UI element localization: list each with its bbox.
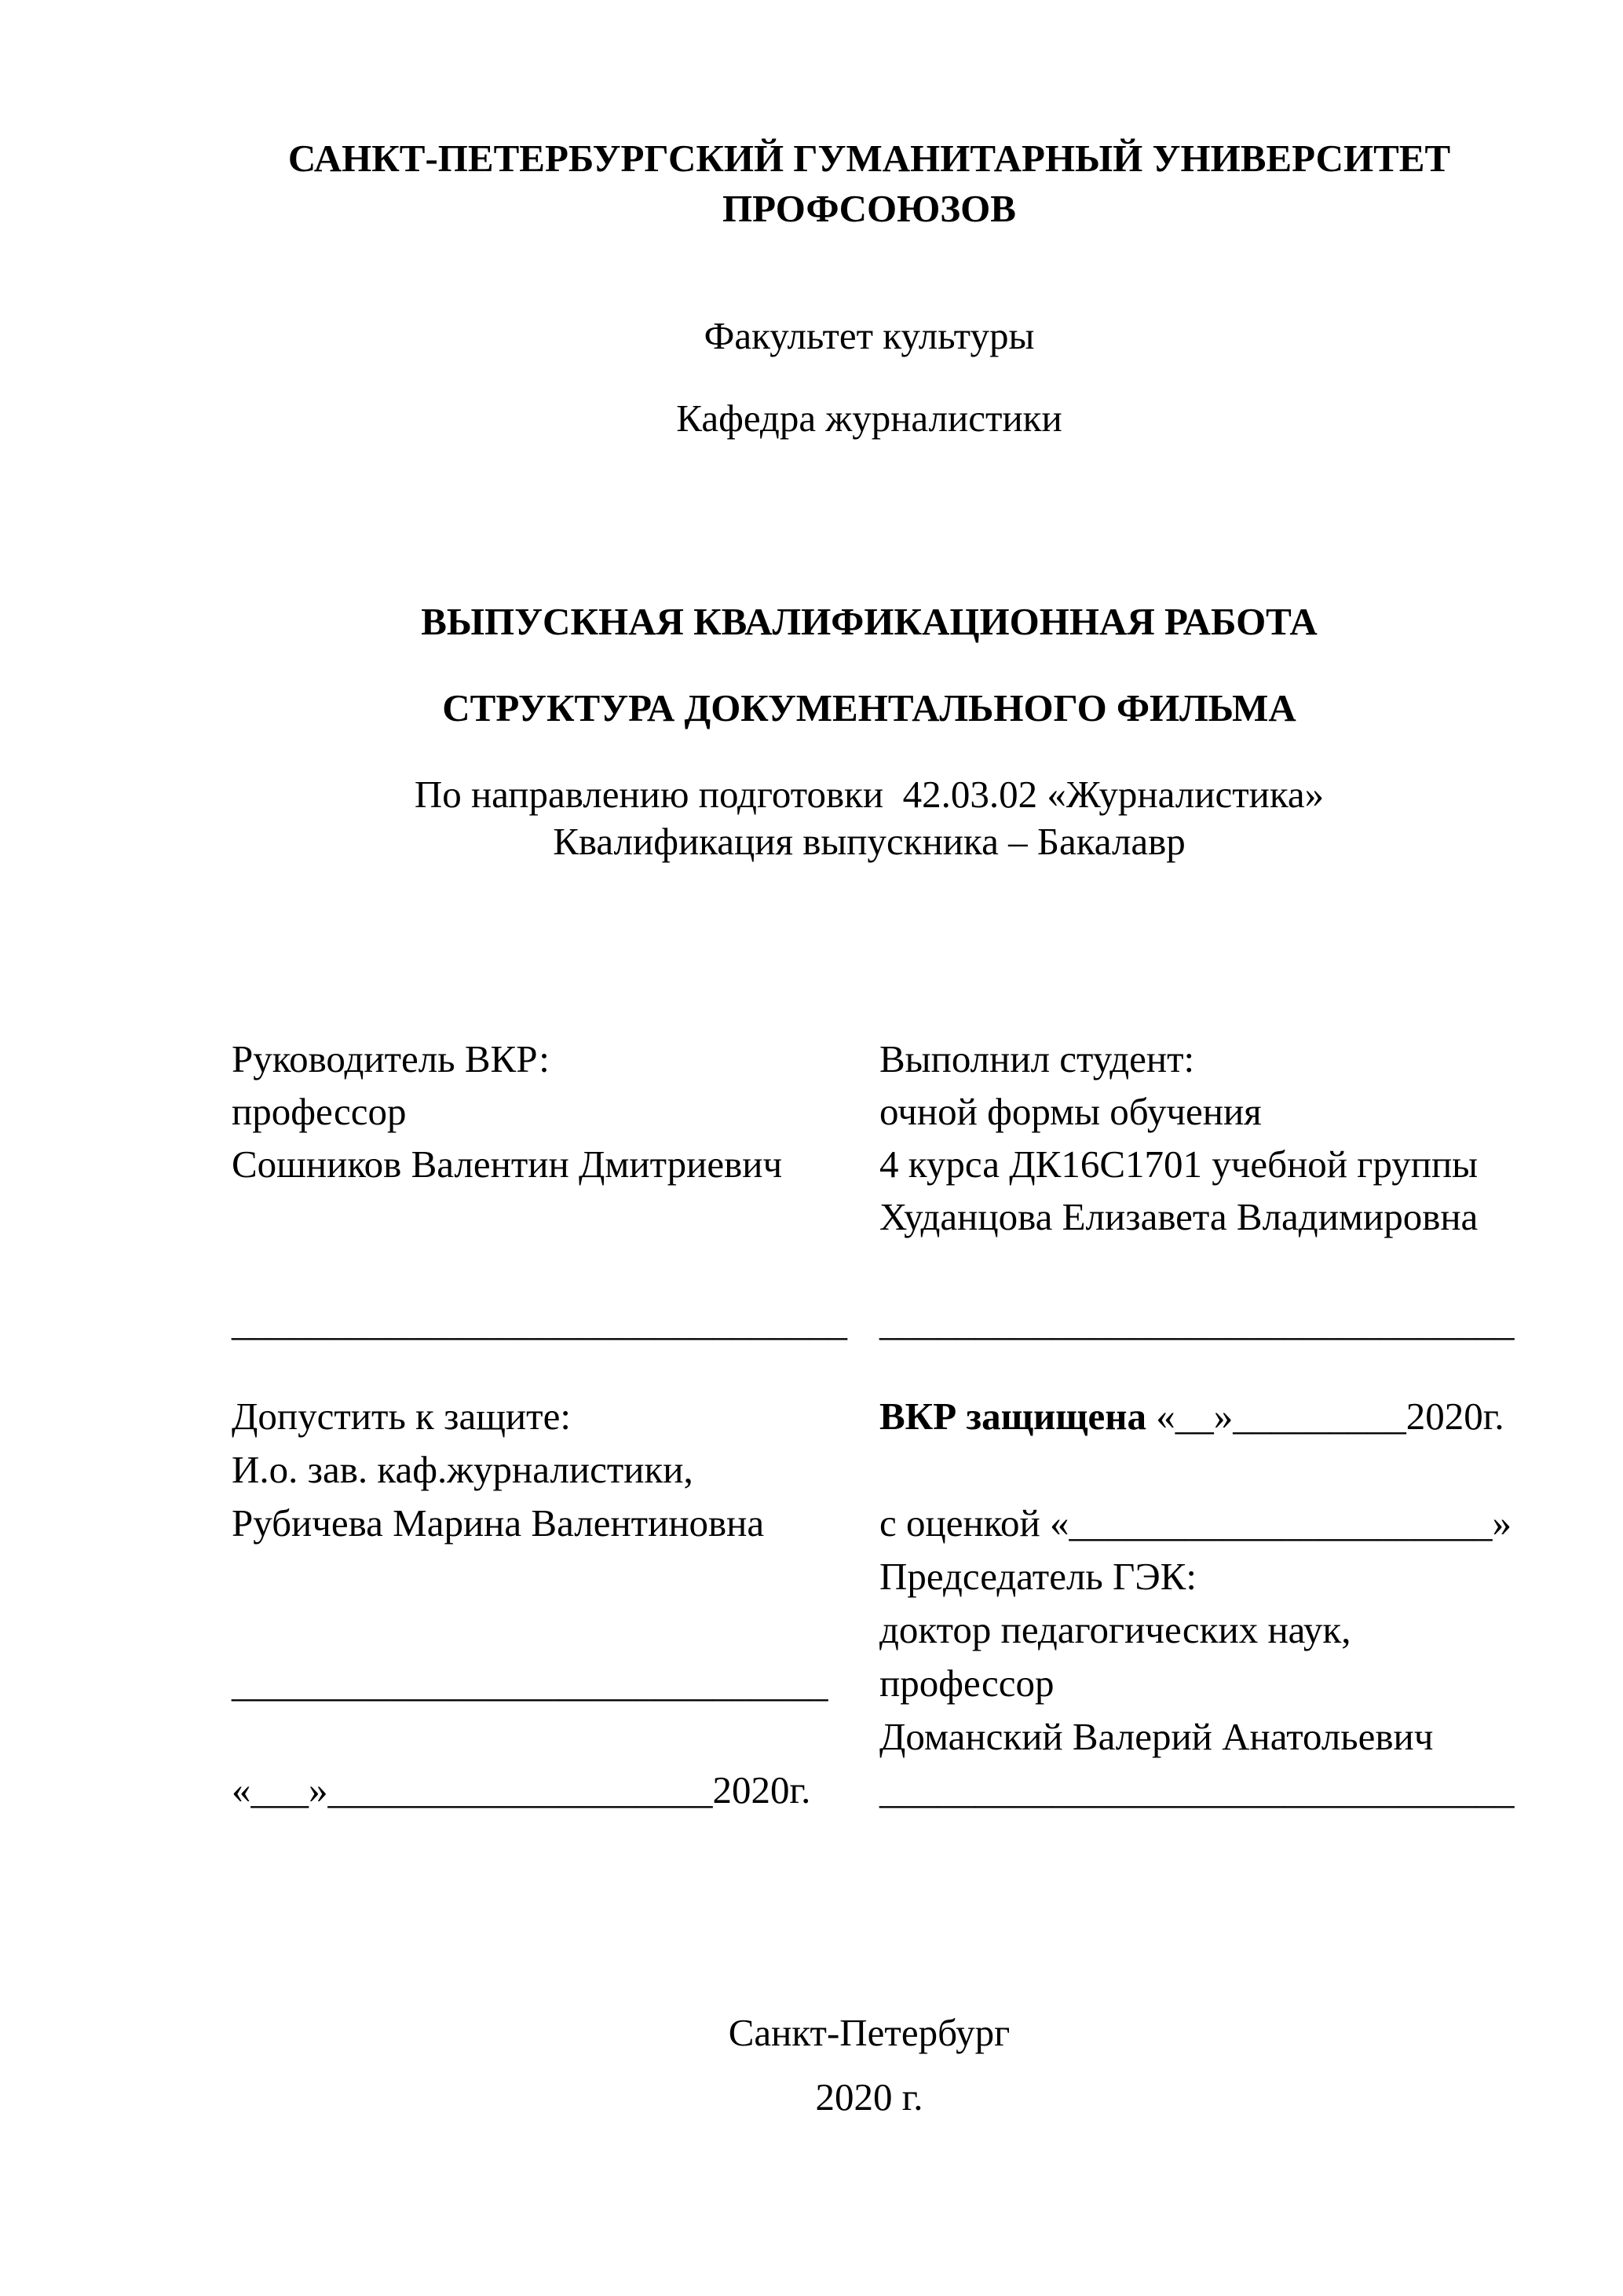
admit-name: Рубичева Марина Валентиновна (232, 1501, 765, 1545)
qualification-label: Квалификация выпускника – Бакалавр (553, 820, 1186, 863)
spacer (232, 1190, 860, 1243)
supervisor-label: Руководитель ВКР: (232, 1037, 550, 1080)
supervisor-name: Сошников Валентин Дмитриевич (232, 1143, 783, 1186)
spacer (232, 1710, 860, 1764)
work-type-title (232, 598, 1507, 645)
work-type-label: ВЫПУСКНАЯ КВАЛИФИКАЦИОННАЯ РАБОТА (421, 600, 1318, 643)
gek-signature-line: _________________________________ (879, 1768, 1515, 1812)
university-name-line1: САНКТ-ПЕТЕРБУРГСКИЙ ГУМАНИТАРНЫЙ УНИВЕРСИТЕТ (287, 137, 1451, 180)
university-name-line2: ПРОФСОЮЗОВ (722, 187, 1016, 230)
gek-chair-name: Доманский Валерий Анатольевич (879, 1715, 1434, 1758)
defended-date-blank: «__»_________2020г. (1146, 1395, 1504, 1438)
admit-signature-line: _______________________________ (232, 1662, 828, 1705)
faculty-label: Факультет культуры (704, 314, 1035, 357)
student-form: очной формы обучения (879, 1090, 1262, 1133)
spacer (232, 1243, 860, 1296)
approval-column (232, 1390, 860, 1817)
grade-line: с оценкой «______________________» (879, 1501, 1512, 1545)
student-name: Худанцова Елизавета Владимировна (879, 1195, 1479, 1238)
student-label: Выполнил студент: (879, 1037, 1195, 1080)
thesis-title-label: СТРУКТУРА ДОКУМЕНТАЛЬНОГО ФИЛЬМА (442, 686, 1296, 729)
thesis-title (232, 685, 1507, 732)
spacer (879, 1243, 1519, 1296)
spacer (232, 1550, 860, 1603)
city-line (232, 2009, 1507, 2057)
city-label: Санкт-Петербург (728, 2011, 1011, 2054)
admit-date-line: «___»____________________2020г. (232, 1768, 811, 1812)
gek-chair-degree: доктор педагогических наук, (879, 1608, 1351, 1651)
defended-label: ВКР защищена (879, 1395, 1147, 1438)
student-column (879, 1033, 1519, 1348)
approval-defense-section (232, 1390, 1519, 1830)
defended-line (879, 1390, 1519, 1443)
gek-chair-position: профессор (879, 1662, 1055, 1705)
admit-label: Допустить к защите: (232, 1395, 571, 1438)
supervisor-position: профессор (232, 1090, 407, 1133)
direction-line (232, 771, 1507, 818)
qualification-line (232, 818, 1507, 865)
admit-position: И.о. зав. каф.журналистики, (232, 1448, 693, 1491)
faculty (232, 313, 1507, 360)
student-signature-line: _________________________________ (879, 1300, 1515, 1344)
supervisor-student-section (232, 1033, 1519, 1390)
supervisor-signature-line: ________________________________ (232, 1300, 847, 1344)
spacer (232, 1603, 860, 1657)
direction-label: По направлению подготовки 42.03.02 «Журналистика» (414, 773, 1325, 816)
gek-chair-label: Председатель ГЭК: (879, 1555, 1197, 1598)
defense-column (879, 1390, 1519, 1817)
year-line (232, 2074, 1507, 2121)
year-label: 2020 г. (815, 2075, 923, 2119)
student-group: 4 курса ДК16С1701 учебной группы (879, 1143, 1479, 1186)
supervisor-column (232, 1033, 860, 1348)
spacer (879, 1443, 1519, 1497)
department (232, 395, 1507, 442)
university-name (232, 133, 1507, 234)
department-label: Кафедра журналистики (676, 397, 1062, 440)
